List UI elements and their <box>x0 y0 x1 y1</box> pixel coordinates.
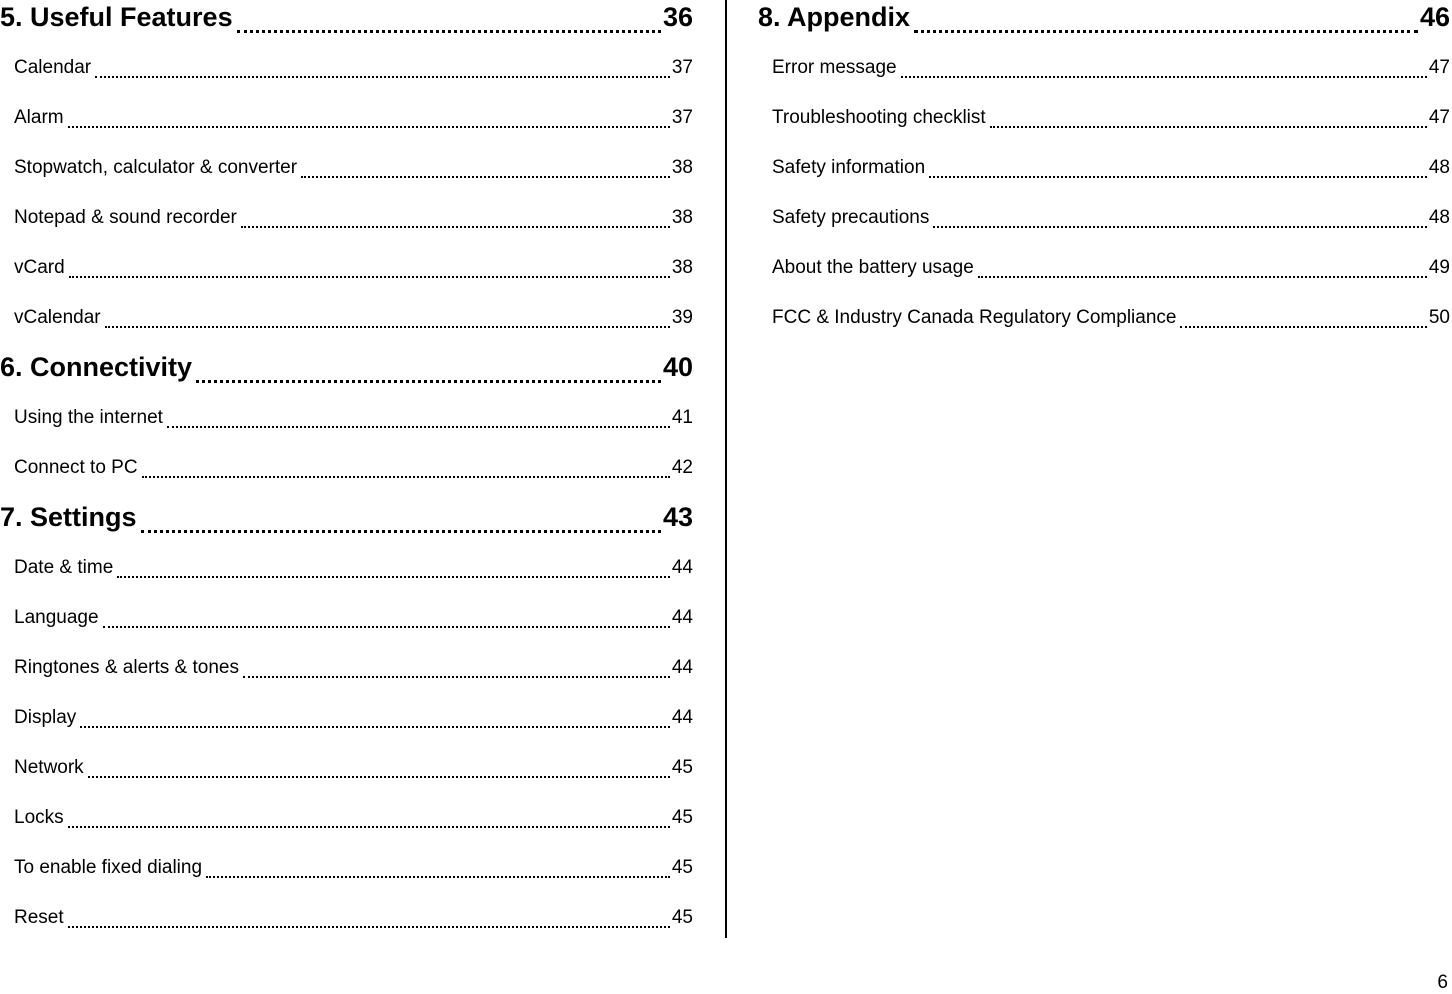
toc-title: Error message <box>772 57 897 78</box>
toc-dot-leader <box>86 757 670 781</box>
toc-dot-leader <box>194 352 661 388</box>
toc-entry[interactable] <box>0 857 693 881</box>
toc-page-number: 37 <box>671 57 693 78</box>
toc-title: vCard <box>14 257 65 278</box>
toc-page-number: 45 <box>671 907 693 928</box>
toc-dot-leader <box>165 407 670 431</box>
toc-entry[interactable] <box>0 107 693 131</box>
toc-entry[interactable] <box>0 157 693 181</box>
toc-entry[interactable] <box>0 807 693 831</box>
toc-title: Safety precautions <box>772 207 930 228</box>
toc-dot-leader <box>66 807 670 831</box>
toc-entry[interactable] <box>758 257 1450 281</box>
toc-page-number: 48 <box>1428 207 1450 228</box>
toc-title: Notepad & sound recorder <box>14 207 237 228</box>
toc-page-number: 37 <box>671 107 693 128</box>
toc-entry[interactable] <box>758 57 1450 81</box>
toc-entry[interactable] <box>0 257 693 281</box>
toc-entry[interactable] <box>758 307 1450 331</box>
toc-title: Using the internet <box>14 407 163 428</box>
toc-page-number: 38 <box>671 157 693 178</box>
toc-page-number: 36 <box>662 2 693 32</box>
toc-entry[interactable] <box>0 607 693 631</box>
toc-title: 6. Connectivity <box>0 352 193 382</box>
toc-entry[interactable] <box>0 707 693 731</box>
toc-page-number: 43 <box>662 502 693 532</box>
toc-page-number: 48 <box>1428 157 1450 178</box>
toc-section-heading[interactable] <box>0 2 693 38</box>
toc-title: Date & time <box>14 557 114 578</box>
toc-dot-leader <box>66 907 670 931</box>
toc-entry[interactable] <box>758 207 1450 231</box>
toc-dot-leader <box>101 607 670 631</box>
toc-entry[interactable] <box>0 207 693 231</box>
toc-page-number: 44 <box>671 707 693 728</box>
toc-title: Calendar <box>14 57 92 78</box>
toc-title: Troubleshooting checklist <box>772 107 986 128</box>
toc-dot-leader <box>93 57 670 81</box>
toc-title: Ringtones & alerts & tones <box>14 657 239 678</box>
toc-dot-leader <box>103 307 670 331</box>
toc-page-number: 46 <box>1419 2 1450 32</box>
column-divider <box>725 0 727 938</box>
toc-dot-leader <box>299 157 670 181</box>
toc-title: About the battery usage <box>772 257 974 278</box>
toc-page-number: 45 <box>671 757 693 778</box>
toc-dot-leader <box>931 207 1426 231</box>
toc-page-number: 44 <box>671 607 693 628</box>
page-number: 6 <box>1437 972 1448 993</box>
toc-page-number: 44 <box>671 657 693 678</box>
toc-dot-leader <box>78 707 670 731</box>
toc-entry[interactable] <box>0 57 693 81</box>
toc-page-number: 50 <box>1428 307 1450 328</box>
toc-title: Network <box>14 757 84 778</box>
toc-dot-leader <box>976 257 1427 281</box>
toc-title: Safety information <box>772 157 926 178</box>
toc-page-number: 38 <box>671 207 693 228</box>
toc-page-number: 49 <box>1428 257 1450 278</box>
toc-entry[interactable] <box>0 657 693 681</box>
toc-title: Alarm <box>14 107 64 128</box>
toc-dot-leader <box>66 107 670 131</box>
toc-dot-leader <box>1178 307 1426 331</box>
toc-dot-leader <box>115 557 670 581</box>
toc-title: Language <box>14 607 99 628</box>
toc-title: Locks <box>14 807 64 828</box>
toc-entry[interactable] <box>0 457 693 481</box>
toc-dot-leader <box>67 257 670 281</box>
toc-title: Stopwatch, calculator & converter <box>14 157 298 178</box>
toc-page-number: 40 <box>662 352 693 382</box>
toc-entry[interactable] <box>0 307 693 331</box>
toc-title: To enable fixed dialing <box>14 857 203 878</box>
toc-page-number: 44 <box>671 557 693 578</box>
toc-entry[interactable] <box>0 557 693 581</box>
toc-title: Connect to PC <box>14 457 138 478</box>
toc-entry[interactable] <box>758 107 1450 131</box>
toc-dot-leader <box>204 857 670 881</box>
toc-title: vCalendar <box>14 307 101 328</box>
toc-dot-leader <box>140 457 670 481</box>
toc-title: Display <box>14 707 77 728</box>
toc-title: 7. Settings <box>0 502 137 532</box>
toc-title: Reset <box>14 907 64 928</box>
toc-page-number: 38 <box>671 257 693 278</box>
toc-dot-leader <box>241 657 670 681</box>
toc-entry[interactable] <box>758 157 1450 181</box>
toc-title: 8. Appendix <box>758 2 911 32</box>
toc-dot-leader <box>235 2 661 38</box>
toc-entry[interactable] <box>0 907 693 931</box>
toc-page-number: 47 <box>1428 107 1450 128</box>
toc-page-number: 41 <box>671 407 693 428</box>
toc-section-heading[interactable] <box>0 352 693 388</box>
toc-page-number: 45 <box>671 857 693 878</box>
toc-dot-leader <box>899 57 1427 81</box>
toc-page-number: 47 <box>1428 57 1450 78</box>
toc-entry[interactable] <box>0 757 693 781</box>
toc-dot-leader <box>988 107 1427 131</box>
toc-dot-leader <box>912 2 1418 38</box>
toc-entry[interactable] <box>0 407 693 431</box>
toc-page-number: 42 <box>671 457 693 478</box>
toc-dot-leader <box>239 207 670 231</box>
toc-title: 5. Useful Features <box>0 2 233 32</box>
toc-page-number: 39 <box>671 307 693 328</box>
toc-dot-leader <box>927 157 1427 181</box>
toc-page-number: 45 <box>671 807 693 828</box>
toc-dot-leader <box>139 502 661 538</box>
toc-section-heading[interactable] <box>758 2 1450 38</box>
toc-section-heading[interactable] <box>0 502 693 538</box>
toc-title: FCC & Industry Canada Regulatory Compliance <box>772 307 1177 328</box>
